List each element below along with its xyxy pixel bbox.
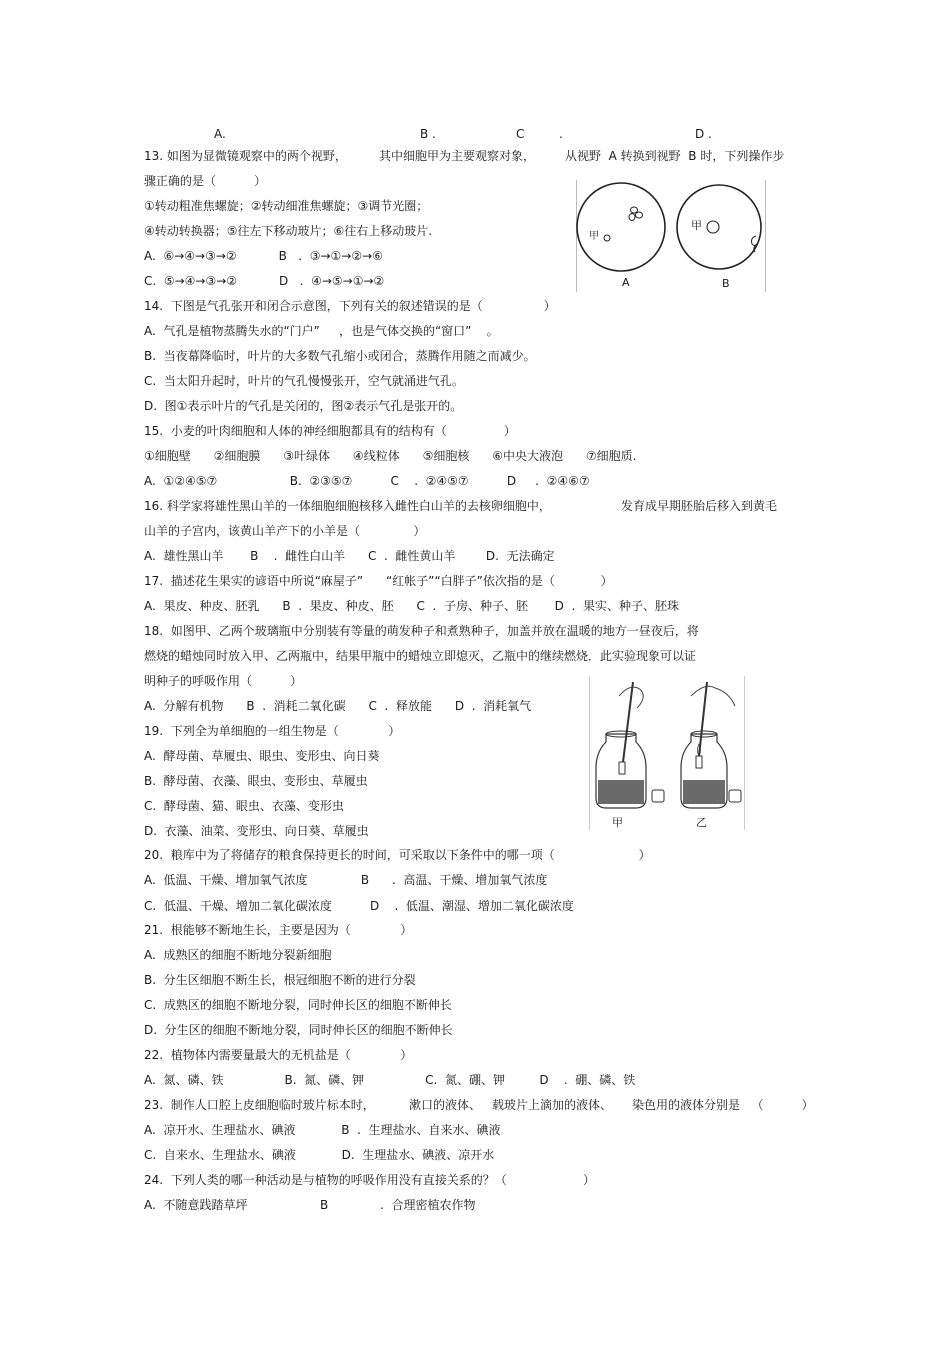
q24-option-b: . 合理密植农作物 bbox=[380, 1198, 476, 1212]
q23-line1d: 染色用的液体分别是 （ ） bbox=[632, 1098, 814, 1112]
fig-a-cell-label: 甲 bbox=[589, 231, 599, 242]
seed-jars-figure bbox=[589, 676, 745, 830]
option-a-label: A. bbox=[214, 127, 226, 141]
q18-options: A. 分解有机物 B . 消耗二氧化碳 C . 释放能 D . 消耗氧气 bbox=[144, 699, 532, 713]
q13-line3: ①转动粗准焦螺旋；②转动细准焦螺旋；③调节光圈； bbox=[144, 199, 429, 213]
q15-stem: 15. 小麦的叶肉细胞和人体的神经细胞都具有的结构有（ ） bbox=[144, 424, 516, 438]
jar-right-label: 乙 bbox=[696, 816, 707, 829]
q18-line3: 明种子的呼吸作用（ ） bbox=[144, 674, 303, 688]
q16-line1b: 发育成早期胚胎后移入到黄毛 bbox=[621, 499, 778, 513]
q16-line2: 山羊的子宫内，该黄山羊产下的小羊是（ ） bbox=[144, 524, 426, 538]
q21-option-d: D. 分生区的细胞不断地分裂，同时伸长区的细胞不断伸长 bbox=[144, 1023, 453, 1037]
q15-structures: ①细胞壁 ②细胞膜 ③叶绿体 ④线粒体 ⑤细胞核 ⑥中央大液泡 ⑦细胞质. bbox=[144, 449, 637, 463]
q18-line1: 18. 如图甲、乙两个玻璃瓶中分别装有等量的萌发种子和煮熟种子，加盖并放在温暖的地方一昼夜后，将 bbox=[144, 624, 699, 638]
option-c-dot: . bbox=[559, 127, 563, 141]
fig-a-label: A bbox=[622, 276, 630, 289]
q23-line1b: 漱口的液体、 bbox=[409, 1098, 482, 1112]
q13-line6: C. ⑤→④→③→② D . ④→⑤→①→② bbox=[144, 274, 385, 288]
q14-option-b: B. 当夜幕降临时，叶片的大多数气孔缩小或闭合，蒸腾作用随之而减少。 bbox=[144, 349, 536, 363]
option-c-label: C bbox=[516, 127, 525, 141]
q21-stem: 21. 根能够不断地生长，主要是因为（ ） bbox=[144, 923, 413, 937]
q21-option-c: C. 成熟区的细胞不断地分裂，同时伸长区的细胞不断伸长 bbox=[144, 998, 452, 1012]
q15-options: A. ①②④⑤⑦ B. ②③⑤⑦ C . ②④⑤⑦ D . ②④⑥⑦ bbox=[144, 474, 590, 488]
q24-stem: 24. 下列人类的哪一种活动是与植物的呼吸作用没有直接关系的？（ ） bbox=[144, 1173, 596, 1187]
q14-option-a: A. 气孔是植物蒸腾失水的“门户” ，也是气体交换的“窗口” 。 bbox=[144, 324, 499, 338]
q13-line1c: 从视野 A 转换到视野 B 时，下列操作步 bbox=[565, 149, 785, 163]
q17-options: A. 果皮、种皮、胚乳 B . 果皮、种皮、胚 C . 子房、种子、胚 D . 果实、种子、胚珠 bbox=[144, 599, 679, 613]
q22-options: A. 氮、磷、铁 B. 氮、磷、钾 C. 氮、硼、钾 D . 硼、磷、铁 bbox=[144, 1073, 636, 1087]
q13-line2: 骤正确的是（ ） bbox=[144, 174, 267, 188]
q24-option-a: A. 不随意践踏草坪 bbox=[144, 1198, 248, 1212]
q19-stem: 19. 下列全为单细胞的一组生物是（ ） bbox=[144, 724, 401, 738]
q19-option-b: B. 酵母菌、衣藻、眼虫、变形虫、草履虫 bbox=[144, 774, 368, 788]
fig-b-label: B bbox=[722, 277, 730, 290]
q23-line1a: 23. 制作人口腔上皮细胞临时玻片标本时， bbox=[144, 1098, 375, 1112]
q24-option-b-letter: B bbox=[320, 1198, 329, 1212]
fig-b-cell-label: 甲 bbox=[691, 219, 702, 232]
option-b-label: B . bbox=[420, 127, 436, 141]
q13-line5: A. ⑥→④→③→② B . ③→①→②→⑥ bbox=[144, 249, 383, 263]
q21-option-a: A. 成熟区的细胞不断地分裂新细胞 bbox=[144, 948, 332, 962]
q23-options-ab: A. 凉开水、生理盐水、碘液 B . 生理盐水、自来水、碘液 bbox=[144, 1123, 501, 1137]
q23-line1c: 载玻片上滴加的液体、 bbox=[492, 1098, 613, 1112]
q23-options-cd: C. 自来水、生理盐水、碘液 D. 生理盐水、碘液、凉开水 bbox=[144, 1148, 495, 1162]
q17-stem: 17. 描述花生果实的谚语中所说“麻屋子” “红帐子”“白胖子”依次指的是（ ） bbox=[144, 574, 613, 588]
q13-line1b: 其中细胞甲为主要观察对象， bbox=[379, 149, 536, 163]
q18-line2: 燃烧的蜡烛同时放入甲、乙两瓶中，结果甲瓶中的蜡烛立即熄灭，乙瓶中的继续燃烧．此实验现象可以证 bbox=[144, 649, 697, 663]
q20-stem: 20. 粮库中为了将储存的粮食保持更长的时间，可采取以下条件中的哪一项（ ） bbox=[144, 848, 651, 862]
q14-stem: 14. 下图是气孔张开和闭合示意图，下列有关的叙述错误的是（ ） bbox=[144, 299, 556, 313]
q21-option-b: B. 分生区细胞不断生长，根冠细胞不断的进行分裂 bbox=[144, 973, 416, 987]
q20-options-ab: A. 低温、干燥、增加氧气浓度 B . 高温、干燥、增加氧气浓度 bbox=[144, 873, 548, 887]
q22-stem: 22. 植物体内需要量最大的无机盐是（ ） bbox=[144, 1048, 413, 1062]
q16-line1a: 16. 科学家将雄性黑山羊的一体细胞细胞核移入雌性白山羊的去核卵细胞中， bbox=[144, 499, 551, 513]
microscope-fields-figure bbox=[576, 180, 766, 292]
jar-left-label: 甲 bbox=[612, 816, 623, 829]
q14-option-d: D. 图①表示叶片的气孔是关闭的，图②表示气孔是张开的。 bbox=[144, 399, 463, 413]
q13-line4: ④转动转换器；⑤往左下移动玻片；⑥往右上移动玻片. bbox=[144, 224, 433, 238]
q14-option-c: C. 当太阳升起时，叶片的气孔慢慢张开，空气就涌进气孔。 bbox=[144, 374, 464, 388]
q19-option-a: A. 酵母菌、草履虫、眼虫、变形虫、向日葵 bbox=[144, 749, 380, 763]
option-d-label: D . bbox=[695, 127, 712, 141]
q13-line1a: 13. 如图为显微镜观察中的两个视野， bbox=[144, 149, 347, 163]
q20-options-cd: C. 低温、干燥、增加二氧化碳浓度 D . 低温、潮湿、增加二氧化碳浓度 bbox=[144, 899, 574, 913]
q19-option-c: C. 酵母菌、猫、眼虫、衣藻、变形虫 bbox=[144, 799, 344, 813]
q16-options: A. 雄性黑山羊 B . 雌性白山羊 C . 雌性黄山羊 D. 无法确定 bbox=[144, 549, 555, 563]
q19-option-d: D. 衣藻、油菜、变形虫、向日葵、草履虫 bbox=[144, 824, 369, 838]
